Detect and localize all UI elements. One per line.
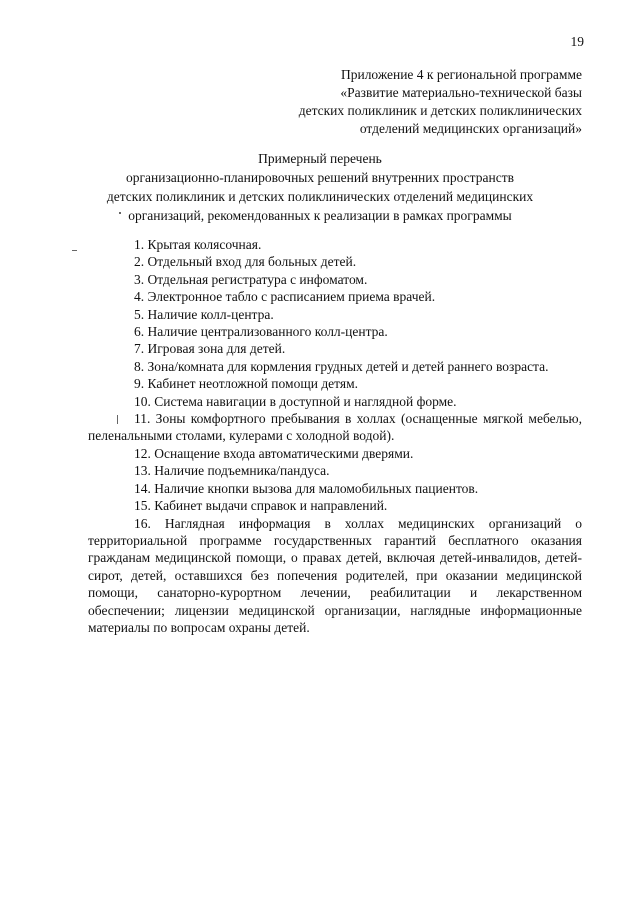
list-item: 8. Зона/комната для кормления грудных детей и детей раннего возраста. [134, 358, 549, 374]
list-item: 16. Наглядная информация в холлах медицинских организаций о территориальной программе государственных гарантий бесплатного оказания гражданам медицинской помощи, о правах детей, включая детей-инвалидов, детей-сирот, детей, оставшихся без попечения родителей, при оказании медицинской помощи, санаторно-курортном лечении, реабилитации и лекарственном обеспечении; лицензии медицинской организации, наглядные информационные материалы по вопросам охраны детей. [88, 515, 582, 635]
list-item: 5. Наличие колл-центра. [134, 306, 274, 322]
title-line: организационно-планировочных решений внутренних пространств [126, 170, 514, 185]
title-line: детских поликлиник и детских поликлинических отделений медицинских [106, 189, 534, 204]
title-line: Примерный перечень [258, 151, 382, 166]
title-line: организаций, рекомендованных к реализации в рамках программы [128, 208, 512, 223]
annex-header [200, 66, 582, 138]
list-item: 4. Электронное табло с расписанием приема врачей. [134, 289, 436, 305]
list-item: 11. Зоны комфортного пребывания в холлах (оснащенные мягкой мебелью, пеленальными столами, кулерами с холодной водой). [88, 411, 582, 444]
annex-line: Приложение 4 к региональной программе [340, 67, 582, 82]
list-item: 10. Система навигации в доступной и наглядной форме. [134, 393, 457, 409]
annex-line: детских поликлиник и детских поликлинических [298, 103, 582, 118]
page-number: 19 [570, 34, 584, 49]
list-item: 1. Крытая колясочная. [134, 237, 262, 252]
scan-mark [119, 212, 121, 214]
list-item: 15. Кабинет выдачи справок и направлений. [134, 498, 388, 514]
list-item: 7. Игровая зона для детей. [134, 341, 286, 357]
annex-line: «Развитие материально-технической базы [340, 85, 582, 100]
annex-line: отделений медицинских организаций» [359, 121, 582, 136]
list-item: 14. Наличие кнопки вызова для маломобильных пациентов. [134, 480, 479, 496]
list-item: 6. Наличие централизованного колл-центра. [134, 324, 388, 340]
list-item: 13. Наличие подъемника/пандуса. [134, 463, 330, 479]
document-title [70, 149, 570, 225]
item-list [88, 236, 582, 636]
list-item: 9. Кабинет неотложной помощи детям. [134, 376, 359, 392]
list-item: 2. Отдельный вход для больных детей. [134, 254, 357, 270]
list-item: 3. Отдельная регистратура с инфоматом. [134, 271, 368, 287]
list-item: 12. Оснащение входа автоматическими дверями. [134, 445, 414, 461]
scan-mark [72, 250, 77, 251]
